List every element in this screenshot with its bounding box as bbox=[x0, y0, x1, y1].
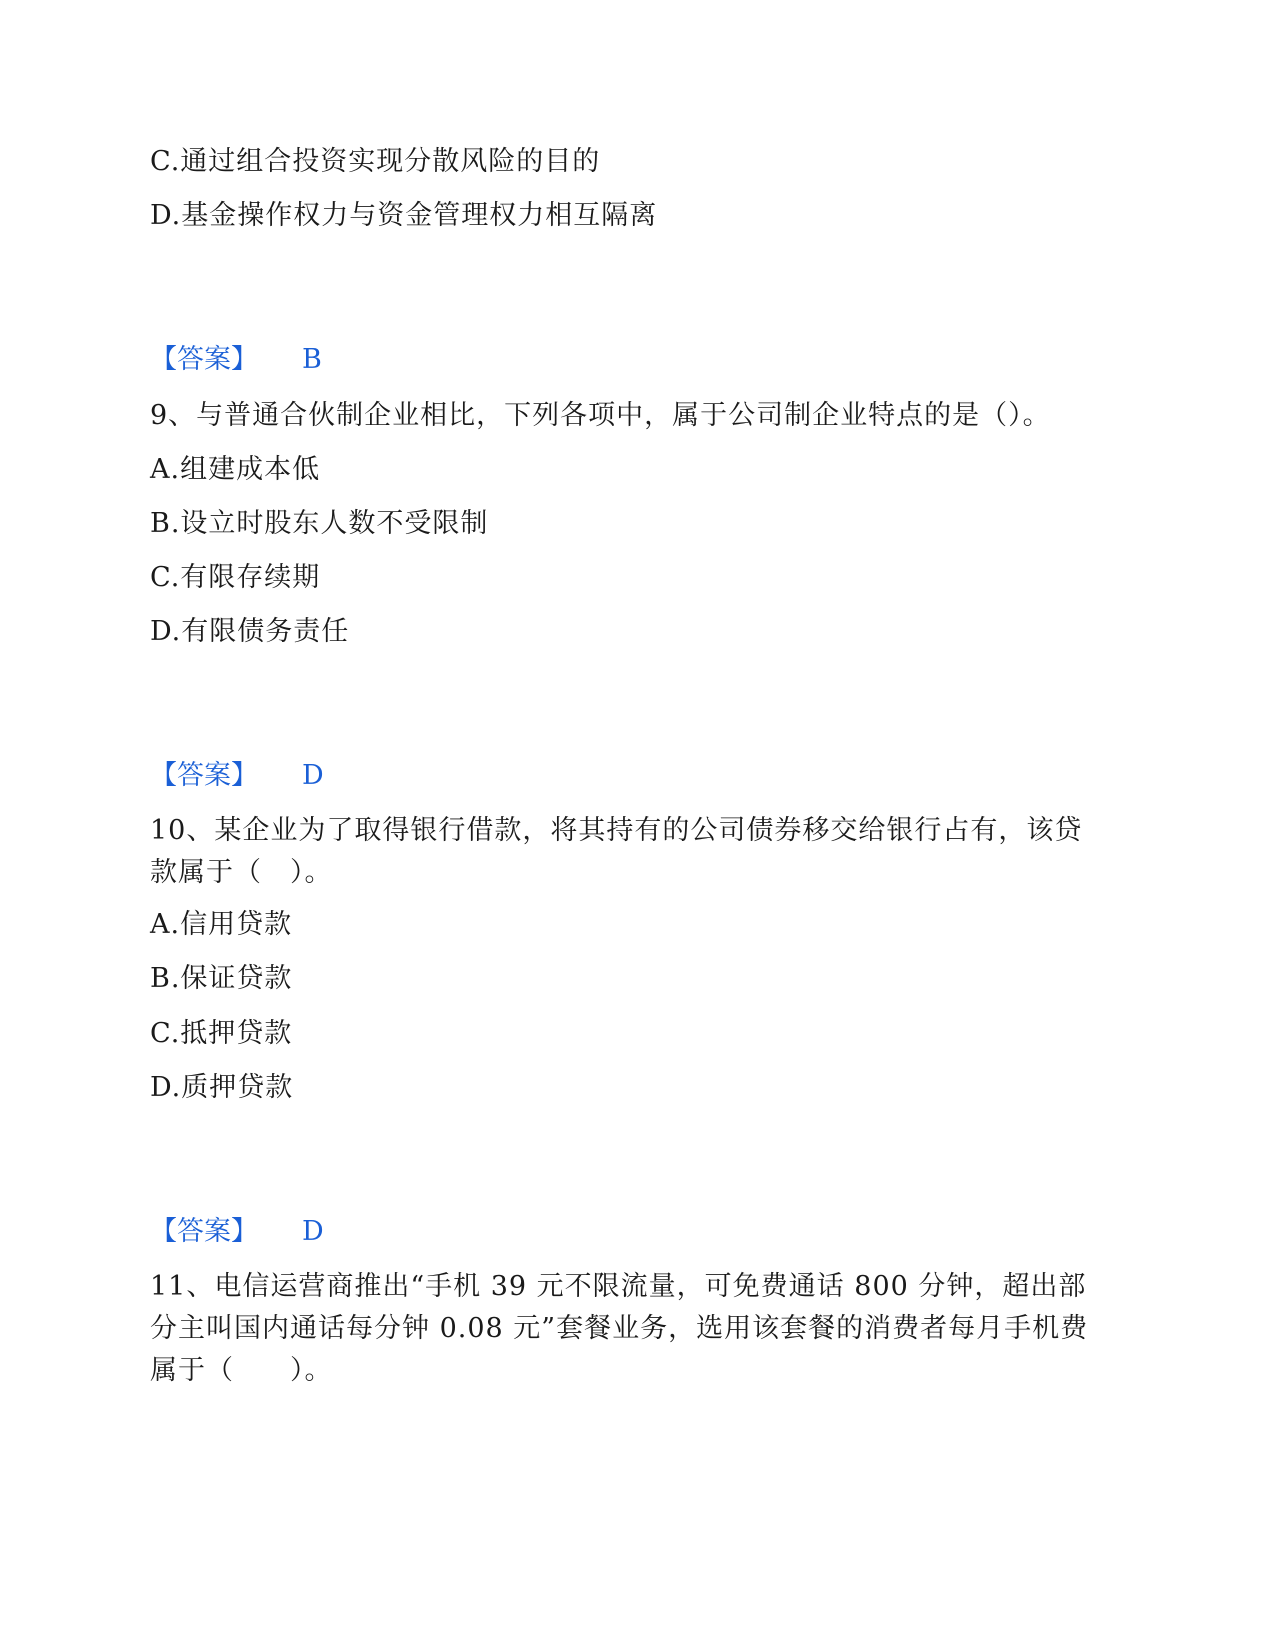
answer-value: B bbox=[302, 344, 322, 375]
q9-option-d: D.有限债务责任 bbox=[150, 616, 350, 647]
q10-question: 10、某企业为了取得银行借款，将其持有的公司债券移交给银行占有，该贷款属于（ ）。 bbox=[150, 815, 1083, 888]
q9-answer bbox=[150, 756, 324, 796]
q9-option-c: C.有限存续期 bbox=[150, 562, 321, 593]
q10-option-c: C.抵押贷款 bbox=[150, 1018, 293, 1049]
q10-option-d: D.质押贷款 bbox=[150, 1072, 294, 1103]
answer-value: D bbox=[302, 1216, 324, 1247]
q10-option-a: A.信用贷款 bbox=[150, 909, 293, 940]
answer-label: 【答案】 bbox=[150, 344, 258, 375]
answer-label: 【答案】 bbox=[150, 760, 258, 791]
answer-value: D bbox=[302, 760, 324, 791]
q9-option-a: A.组建成本低 bbox=[150, 454, 321, 485]
q10-option-b: B.保证贷款 bbox=[150, 963, 293, 994]
q8-answer bbox=[150, 340, 322, 380]
q11-question: 11、电信运营商推出“手机 39 元不限流量，可免费通话 800 分钟，超出部分主叫国内通话每分钟 0.08 元”套餐业务，选用该套餐的消费者每月手机费属于（ ）。 bbox=[150, 1271, 1089, 1386]
q8-option-d: D.基金操作权力与资金管理权力相互隔离 bbox=[150, 200, 658, 231]
answer-label: 【答案】 bbox=[150, 1216, 258, 1247]
q10-answer bbox=[150, 1212, 324, 1252]
q9-question: 9、与普通合伙制企业相比，下列各项中，属于公司制企业特点的是（）。 bbox=[150, 400, 1051, 431]
q9-option-b: B.设立时股东人数不受限制 bbox=[150, 508, 489, 539]
q8-option-c: C.通过组合投资实现分散风险的目的 bbox=[150, 146, 601, 177]
